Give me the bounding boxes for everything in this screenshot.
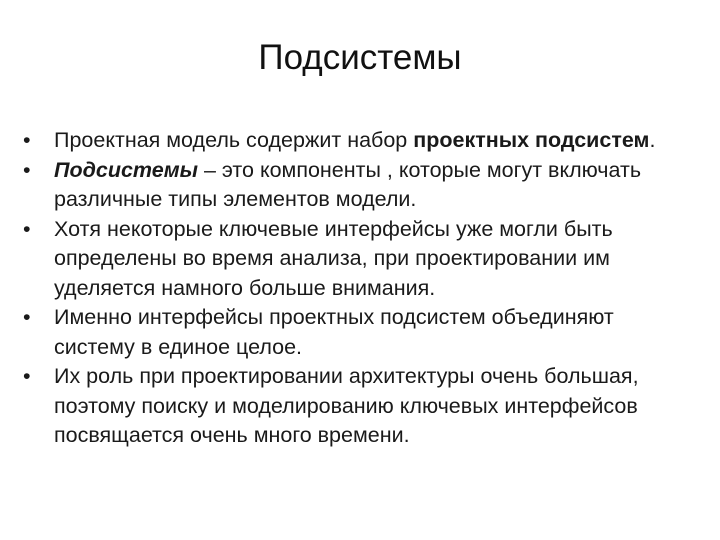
- bullet-text: [54, 158, 641, 212]
- text-segment: Проектная модель содержит набор: [54, 128, 414, 152]
- bullet-item: [20, 126, 700, 156]
- bullet-item: [20, 156, 700, 215]
- text-segment: – это компоненты , которые могут включать различные типы элементов модели.: [54, 157, 642, 211]
- bullet-item: [20, 362, 700, 451]
- text-segment: .: [649, 128, 656, 152]
- bold-term: проектных подсистем: [413, 128, 650, 152]
- bold-italic-term: Подсистемы: [54, 157, 198, 182]
- bullet-text: Хотя некоторые ключевые интерфейсы уже могли быть определены во время анализа, при проектировании им уделяется намного больше внимания.: [54, 216, 613, 300]
- bullet-dot-icon: •: [23, 157, 31, 182]
- bullet-item: [20, 215, 700, 304]
- bullet-dot-icon: •: [23, 305, 31, 329]
- bullet-list: [20, 126, 700, 451]
- bullet-text: Именно интерфейсы проектных подсистем объединяют систему в единое целое.: [54, 305, 614, 359]
- bullet-item: [20, 303, 700, 362]
- bullet-dot-icon: •: [23, 216, 31, 241]
- bullet-dot-icon: •: [23, 364, 31, 388]
- slide-title: Подсистемы: [258, 38, 462, 77]
- bullet-text: [54, 128, 655, 152]
- bullet-text: Их роль при проектировании архитектуры очень большая, поэтому поиску и моделированию ключевых интерфейсов посвящается очень много времени.: [54, 364, 639, 447]
- bullet-dot-icon: •: [23, 128, 31, 152]
